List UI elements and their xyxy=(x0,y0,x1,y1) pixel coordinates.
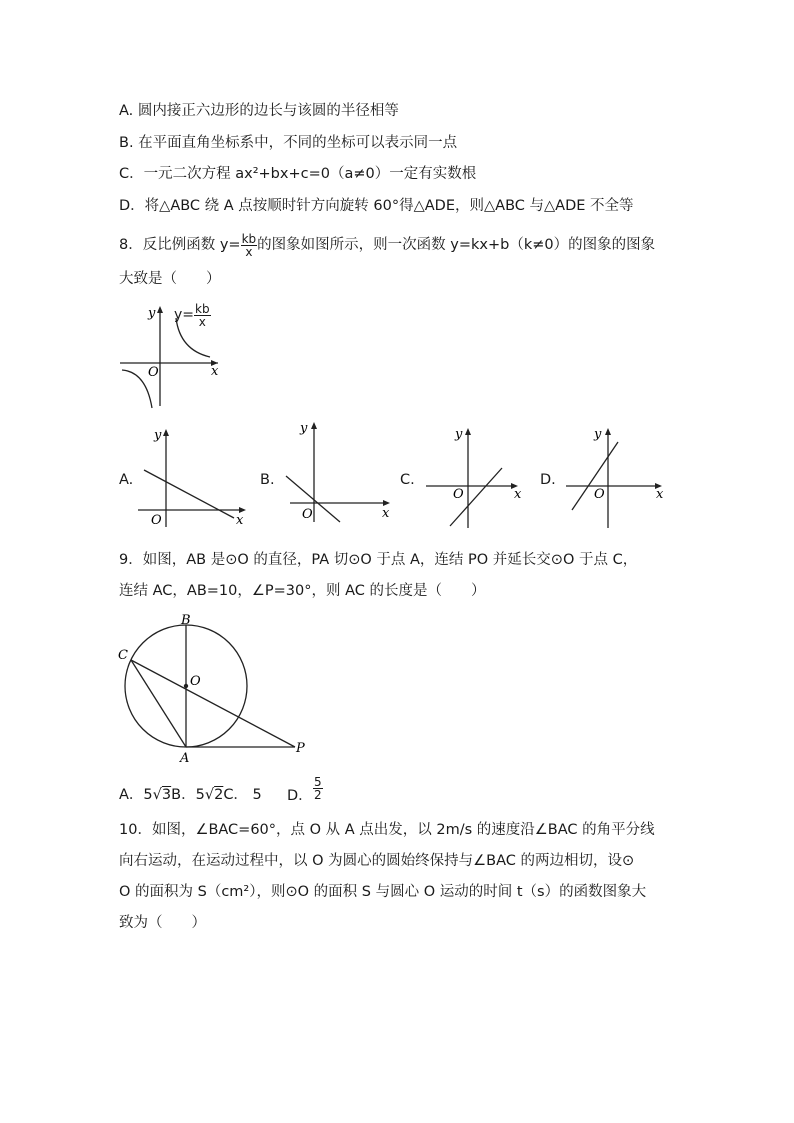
q8-suffix: 的图象如图所示，则一次函数 y=kx+b（k≠0）的图象的图象 xyxy=(257,237,656,253)
origin-label: O xyxy=(302,507,313,522)
axis-x-label: x xyxy=(382,506,390,521)
origin-label: O xyxy=(594,487,605,502)
q8-fig-y: y= xyxy=(174,307,195,323)
q7-option-a: A. 圆内接正六边形的边长与该圆的半径相等 xyxy=(119,103,399,119)
axis-x-label: x xyxy=(211,364,219,379)
q10-stem-line1: 10．如图，∠BAC=60°，点 O 从 A 点出发，以 2m/s 的速度沿∠BAC 的角平分线 xyxy=(119,822,655,838)
axis-y-label: y xyxy=(154,428,162,443)
q9-opt-b-rad: 2 xyxy=(214,787,224,803)
sqrt-icon: √ xyxy=(204,787,215,803)
q8-prefix: 8．反比例函数 y= xyxy=(119,237,241,253)
sqrt-icon: √ xyxy=(152,787,162,803)
q9-stem-line1: 9．如图，AB 是⊙O 的直径，PA 切⊙O 于点 A，连结 PO 并延长交⊙O 于点 C， xyxy=(119,552,638,568)
q8-fraction xyxy=(241,233,258,258)
q7-option-b: B. 在平面直角坐标系中，不同的坐标可以表示同一点 xyxy=(119,135,458,151)
line-pc xyxy=(131,660,295,747)
axis-x-label: x xyxy=(236,513,244,528)
q8-choice-d-label: D. xyxy=(540,472,556,488)
q9-opt-b-label: B． xyxy=(171,787,196,803)
q8-stem-line2: 大致是（ ） xyxy=(119,271,221,287)
q9-opt-a-label: A． xyxy=(119,787,144,803)
q8-fig-den: x xyxy=(198,314,206,329)
chord-ac xyxy=(131,660,186,747)
q8-fig-fraction xyxy=(194,303,211,328)
q10-stem-line3: O 的面积为 S（cm²），则⊙O 的面积 S 与圆心 O 运动的时间 t（s）的函数图象大 xyxy=(119,884,647,900)
q8-hyperbola-figure xyxy=(118,300,228,410)
origin-label: O xyxy=(151,513,162,528)
point-o-label: O xyxy=(190,674,201,689)
axis-y-label: y xyxy=(300,421,308,436)
q8-choice-a-graph xyxy=(136,425,248,530)
q8-fig-num: kb xyxy=(195,301,210,316)
axis-y-label: y xyxy=(148,306,156,321)
q8-frac-den: x xyxy=(245,244,253,259)
point-c-label: C xyxy=(118,648,128,663)
q10-stem-line4: 致为（ ） xyxy=(119,915,206,931)
q9-opt-b-coef: 5 xyxy=(195,787,205,803)
q8-choice-b-label: B. xyxy=(260,472,275,488)
q8-choice-c-label: C. xyxy=(400,472,415,488)
axis-x-label: x xyxy=(514,487,522,502)
q9-opt-a-rad: 3 xyxy=(161,787,172,803)
point-b-label: B xyxy=(181,613,191,628)
q7-option-d: D．将△ABC 绕 A 点按顺时针方向旋转 60°得△ADE，则△ABC 与△ADE 不全等 xyxy=(119,198,634,214)
line-graph xyxy=(286,476,340,522)
q9-opt-d-den: 2 xyxy=(314,788,322,802)
q9-circle-figure xyxy=(112,612,312,772)
q8-frac-num: kb xyxy=(241,231,257,246)
q9-options xyxy=(119,784,262,806)
center-dot xyxy=(184,684,188,688)
q9-stem-line2: 连结 AC，AB=10，∠P=30°，则 AC 的长度是（ ） xyxy=(119,583,486,599)
q8-fig-formula xyxy=(174,300,211,330)
q9-opt-d-label: D． xyxy=(287,788,313,804)
q8-choice-a-label: A. xyxy=(119,472,134,488)
q9-opt-c: C． 5 xyxy=(223,787,262,803)
q9-opt-d-num: 5 xyxy=(314,775,322,789)
q10-stem-line2: 向右运动，在运动过程中，以 O 为圆心的圆始终保持与∠BAC 的两边相切，设⊙ xyxy=(119,853,635,869)
origin-label: O xyxy=(148,365,159,380)
q7-option-c: C．一元二次方程 ax²+bx+c=0（a≠0）一定有实数根 xyxy=(119,166,477,182)
q8-stem xyxy=(119,228,655,262)
point-p-label: P xyxy=(296,741,305,756)
point-a-label: A xyxy=(180,751,190,766)
q8-choice-c-graph xyxy=(422,424,532,529)
line-graph xyxy=(144,470,234,518)
axis-y-label: y xyxy=(455,427,463,442)
axis-x-label: x xyxy=(656,487,664,502)
q9-opt-a-coef: 5 xyxy=(143,787,153,803)
y-axis-arrow xyxy=(157,306,163,313)
origin-label: O xyxy=(453,487,464,502)
axis-y-label: y xyxy=(594,427,602,442)
q9-opt-d-fraction xyxy=(313,776,323,801)
q8-choice-b-graph xyxy=(276,418,396,523)
q8-choice-d-graph xyxy=(562,424,672,529)
